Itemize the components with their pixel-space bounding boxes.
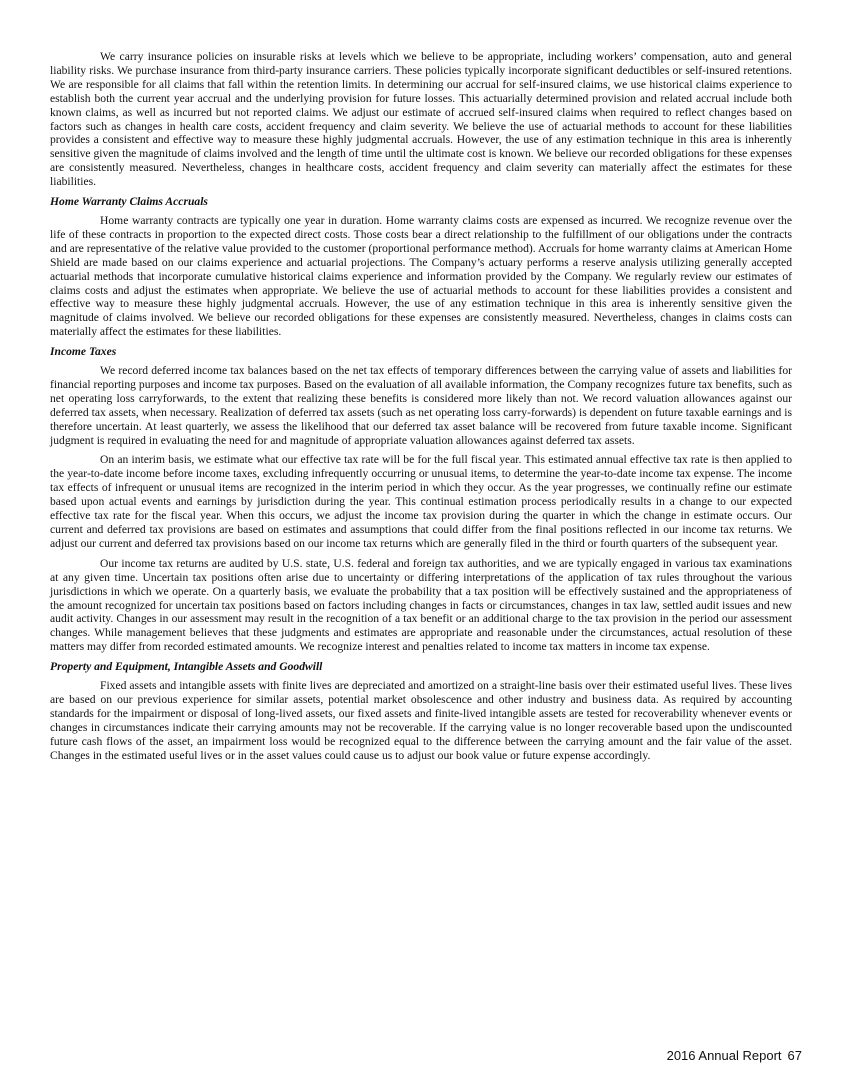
income-taxes-heading: Income Taxes — [50, 345, 117, 359]
income-taxes-paragraph-1: We record deferred income tax balances based on the net tax effects of temporary differences between the carrying value of assets and liabilities for financial reporting purposes and income tax purposes. Based on the evaluation of all available information, the Company recognizes future tax benefits, such as net operating loss carryforwards, to the extent that realizing these benefits is considered more likely than not. We record valuation allowances against our deferred tax assets, when necessary. Realization of deferred tax assets (such as net operating loss carry-forwards) is dependent on future taxable earnings and is therefore uncertain. At least quarterly, we assess the likelihood that our deferred tax asset balance will be recovered from future taxable income. Significant judgment is required in evaluating the need for and magnitude of appropriate valuation allowances against deferred tax assets. — [50, 364, 792, 447]
page-footer — [600, 1048, 802, 1063]
home-warranty-heading: Home Warranty Claims Accruals — [50, 195, 208, 209]
report-title: 2016 Annual Report — [666, 1048, 782, 1063]
income-taxes-paragraph-3: Our income tax returns are audited by U.S. state, U.S. federal and foreign tax authorities, and we are typically engaged in various tax examinations at any given time. Uncertain tax positions often arise due to uncertainty or differing interpretations of the application of tax rules throughout the various jurisdictions in which we operate. On a quarterly basis, we evaluate the probability that a tax position will be effectively sustained and the appropriateness of the amount recognized for uncertain tax positions based on factors including changes in facts or circumstances, changes in tax law, settled audit issues and new audit activity. Changes in our assessment may result in the recognition of a tax benefit or an additional charge to the tax provision in the period our assessment changes. While management believes that these judgments and estimates are appropriate and reasonable under the circumstances, actual resolution of these matters may differ from recorded estimated amounts. We recognize interest and penalties related to income tax matters in income tax expense. — [50, 556, 792, 654]
income-taxes-paragraph-2: On an interim basis, we estimate what our effective tax rate will be for the full fiscal year. This estimated annual effective tax rate is then applied to the year-to-date income before income taxes, excluding infrequently occurring or unusual items, to determine the year-to-date income tax expense. The income tax effects of infrequent or unusual items are recognized in the interim period in which they occur. As the year progresses, we continually refine our estimate based upon actual events and earnings by jurisdiction during the year. This continual estimation process periodically results in a change to our expected effective tax rate for the fiscal year. When this occurs, we adjust the income tax provision during the quarter in which the change in estimate occurs. Our current and deferred tax provisions are based on estimates and assumptions that could differ from the final positions reflected in our income tax returns. We adjust our current and deferred tax provisions based on our income tax returns which are generally filed in the third or fourth quarters of the subsequent year. — [50, 453, 792, 550]
home-warranty-paragraph: Home warranty contracts are typically one year in duration. Home warranty claims costs are expensed as incurred. We recognize revenue over the life of these contracts in proportion to the expected direct costs. Those costs bear a direct relationship to the fulfillment of our obligations under the contracts and are representative of the relative value provided to the customer (proportional performance method). Accruals for home warranty claims at American Home Shield are made based on our claims experience and actuarial projections. The Company’s actuary performs a reserve analysis utilizing generally accepted actuarial methods that incorporate cumulative historical claims experience and information provided by the Company. We regularly review our estimates of claims costs and adjust the estimates when appropriate. We believe the use of actuarial methods to account for these liabilities provides a consistent and effective way to measure these highly judgmental accruals. However, the use of any estimation technique in this area is inherently sensitive given the magnitude of claims involved. We believe our recorded obligations for these expenses are consistently measured. Nevertheless, changes in claims costs can materially affect the estimates for these liabilities. — [50, 213, 792, 339]
document-page — [50, 50, 792, 769]
page-number: 67 — [787, 1048, 802, 1063]
ppe-paragraph: Fixed assets and intangible assets with finite lives are depreciated and amortized on a straight-line basis over their estimated useful lives. These lives are based on our previous experience for similar assets, potential market obsolescence and other industry and business data. As required by accounting standards for the impairment or disposal of long-lived assets, our fixed assets and finite-lived intangible assets are tested for recoverability whenever events or changes in circumstances indicate their carrying amounts may not be recoverable. If the carrying value is no longer recoverable based upon the undiscounted future cash flows of the asset, an impairment loss would be recognized equal to the difference between the carrying amount and the fair value of the asset. Changes in the estimated useful lives or in the asset values could cause us to adjust our book value or future expense accordingly. — [50, 679, 792, 762]
ppe-heading: Property and Equipment, Intangible Assets and Goodwill — [50, 660, 323, 674]
insurance-paragraph: We carry insurance policies on insurable risks at levels which we believe to be appropriate, including workers’ compensation, auto and general liability risks. We purchase insurance from third-party insurance carriers. These policies typically incorporate significant deductibles or self-insured retentions. We are responsible for all claims that fall within the retention limits. In determining our accrual for self-insured claims, we use historical claims experience to establish both the current year accrual and the underlying provision for future losses. This actuarially determined provision and related accrual include both known claims, as well as incurred but not reported claims. We adjust our estimate of accrued self-insured claims when required to reflect changes based on factors such as changes in health care costs, accident frequency and claim severity. We believe the use of actuarial methods to account for these liabilities provides a consistent and effective way to measure these highly judgmental accruals. However, the use of any estimation technique in this area is inherently sensitive given the magnitude of claims involved and the length of time until the ultimate cost is known. We believe our recorded obligations for these expenses are consistently measured. Nevertheless, changes in healthcare costs, accident frequency and claim severity can materially affect the estimates for these liabilities. — [50, 50, 792, 189]
